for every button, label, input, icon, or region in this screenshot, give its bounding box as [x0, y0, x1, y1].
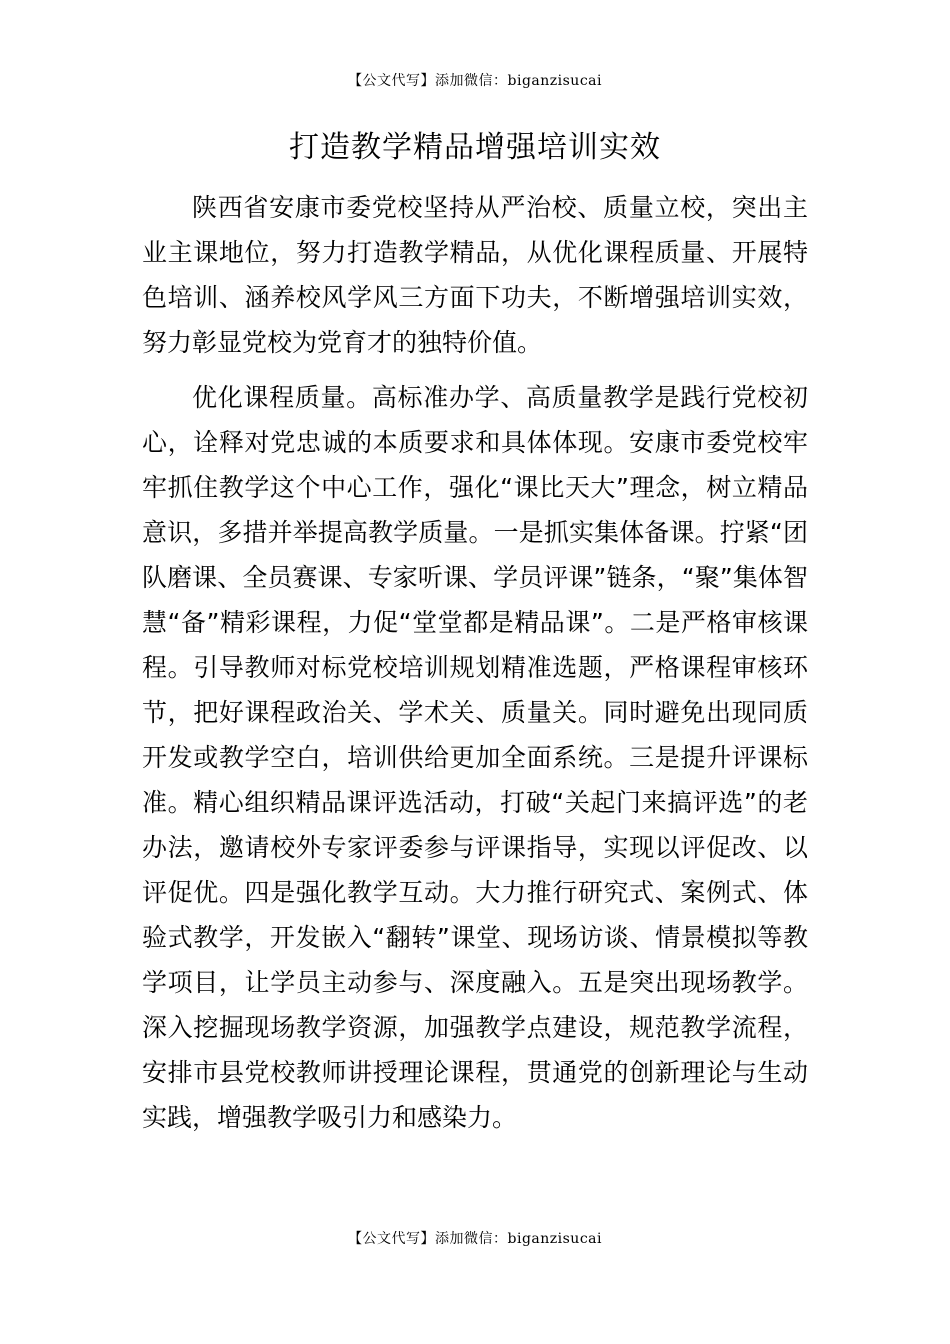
paragraph-intro: 陕西省安康市委党校坚持从严治校、质量立校，突出主业主课地位，努力打造教学精品，从优化课程质量、开展特色培训、涵养校风学风三方面下功夫，不断增强培训实效，努力彰显党校为党育才的独特价值。 — [142, 193, 808, 357]
footer-watermark-note: 【公文代写】添加微信：biganzisucai — [348, 1231, 602, 1247]
document-title: 打造教学精品增强培训实效 — [289, 130, 661, 165]
document-body — [142, 185, 808, 1140]
header-watermark-note: 【公文代写】添加微信：biganzisucai — [348, 73, 602, 89]
paragraph-course-quality: 优化课程质量。高标准办学、高质量教学是践行党校初心，诠释对党忠诚的本质要求和具体体现。安康市委党校牢牢抓住教学这个中心工作，强化“课比天大”理念，树立精品意识，多措并举提高教学质量。一是抓实集体备课。拧紧“团队磨课、全员赛课、专家听课、学员评课”链条，“聚”集体智慧“备”精彩课程，力促“堂堂都是精品课”。二是严格审核课程。引导教师对标党校培训规划精准选题，严格课程审核环节，把好课程政治关、学术关、质量关。同时避免出现同质开发或教学空白，培训供给更加全面系统。三是提升评课标准。精心组织精品课评选活动，打破“关起门来搞评选”的老办法，邀请校外专家评委参与评课指导，实现以评促改、以评促优。四是强化教学互动。大力推行研究式、案例式、体验式教学，开发嵌入“翻转”课堂、现场访谈、情景模拟等教学项目，让学员主动参与、深度融入。五是突出现场教学。深入挖掘现场教学资源，加强教学点建设，规范教学流程，安排市县党校教师讲授理论课程，贯通党的创新理论与生动实践，增强教学吸引力和感染力。 — [142, 383, 808, 1132]
